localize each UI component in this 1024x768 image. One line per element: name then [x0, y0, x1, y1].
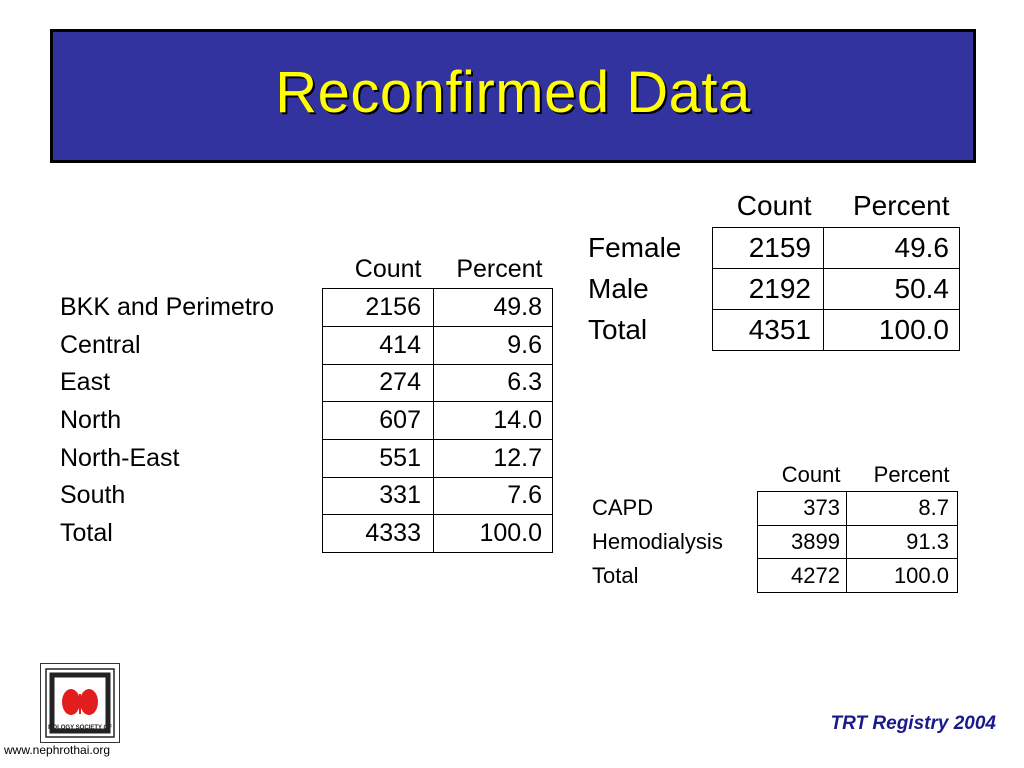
row-label: South [60, 481, 126, 510]
table-row [584, 309, 960, 350]
count-cell: 274 [323, 364, 434, 402]
count-cell: 2156 [323, 289, 434, 327]
row-label: Hemodialysis [592, 528, 723, 554]
column-header-count: Count [354, 255, 422, 284]
percent-cell: 49.8 [434, 289, 553, 327]
column-header-percent: Percent [456, 255, 543, 284]
percent-cell: 91.3 [847, 525, 958, 559]
row-label: CAPD [592, 495, 654, 521]
percent-cell: 12.7 [434, 439, 553, 477]
table-row [584, 268, 960, 309]
title-banner [50, 29, 976, 163]
table-row [56, 477, 553, 515]
count-cell: 2192 [713, 268, 824, 309]
row-label: BKK and Perimetro [60, 293, 274, 322]
table-header-row [584, 186, 960, 227]
count-cell: 373 [758, 492, 847, 526]
percent-cell: 6.3 [434, 364, 553, 402]
percent-cell: 9.6 [434, 326, 553, 364]
percent-cell: 8.7 [847, 492, 958, 526]
count-cell: 4272 [758, 559, 847, 593]
column-header-count: Count [736, 190, 812, 222]
row-label: Central [60, 330, 141, 359]
count-cell: 3899 [758, 525, 847, 559]
count-cell: 551 [323, 439, 434, 477]
row-label: North [60, 406, 122, 435]
count-cell: 607 [323, 402, 434, 440]
table-row [584, 227, 960, 268]
count-cell: 2159 [713, 227, 824, 268]
count-cell: 4351 [713, 309, 824, 350]
count-cell: 4333 [323, 515, 434, 553]
percent-cell: 50.4 [824, 268, 960, 309]
column-header-percent: Percent [873, 461, 950, 487]
table-row [588, 525, 958, 559]
column-header-count: Count [781, 461, 841, 487]
percent-cell: 100.0 [434, 515, 553, 553]
gender-table [584, 186, 960, 351]
percent-cell: 7.6 [434, 477, 553, 515]
table-row [56, 402, 553, 440]
percent-cell: 100.0 [824, 309, 960, 350]
percent-cell: 100.0 [847, 559, 958, 593]
logo-text: ROLOGY SOCIETY OF [48, 725, 112, 731]
row-label: East [60, 368, 111, 397]
slide-title: Reconfirmed Data [275, 59, 751, 125]
table-row [56, 289, 553, 327]
footer-caption: TRT Registry 2004 [830, 713, 996, 734]
treatment-table [588, 458, 958, 593]
table-row [588, 559, 958, 593]
row-label: Total [60, 519, 113, 548]
row-label: Male [588, 272, 649, 304]
table-row [56, 515, 553, 553]
table-header-row [588, 458, 958, 492]
column-header-percent: Percent [853, 190, 950, 222]
percent-cell: 49.6 [824, 227, 960, 268]
region-table [56, 251, 553, 553]
count-cell: 331 [323, 477, 434, 515]
row-label: Female [588, 231, 682, 263]
row-label: North-East [60, 443, 180, 472]
row-label: Total [592, 562, 639, 588]
kidney-logo-icon [41, 664, 119, 742]
row-label: Total [588, 313, 648, 345]
table-header-row [56, 251, 553, 289]
percent-cell: 14.0 [434, 402, 553, 440]
count-cell: 414 [323, 326, 434, 364]
website-url: www.nephrothai.org [4, 743, 111, 757]
table-row [588, 492, 958, 526]
table-row [56, 364, 553, 402]
table-row [56, 326, 553, 364]
society-logo [40, 663, 120, 743]
table-row [56, 439, 553, 477]
